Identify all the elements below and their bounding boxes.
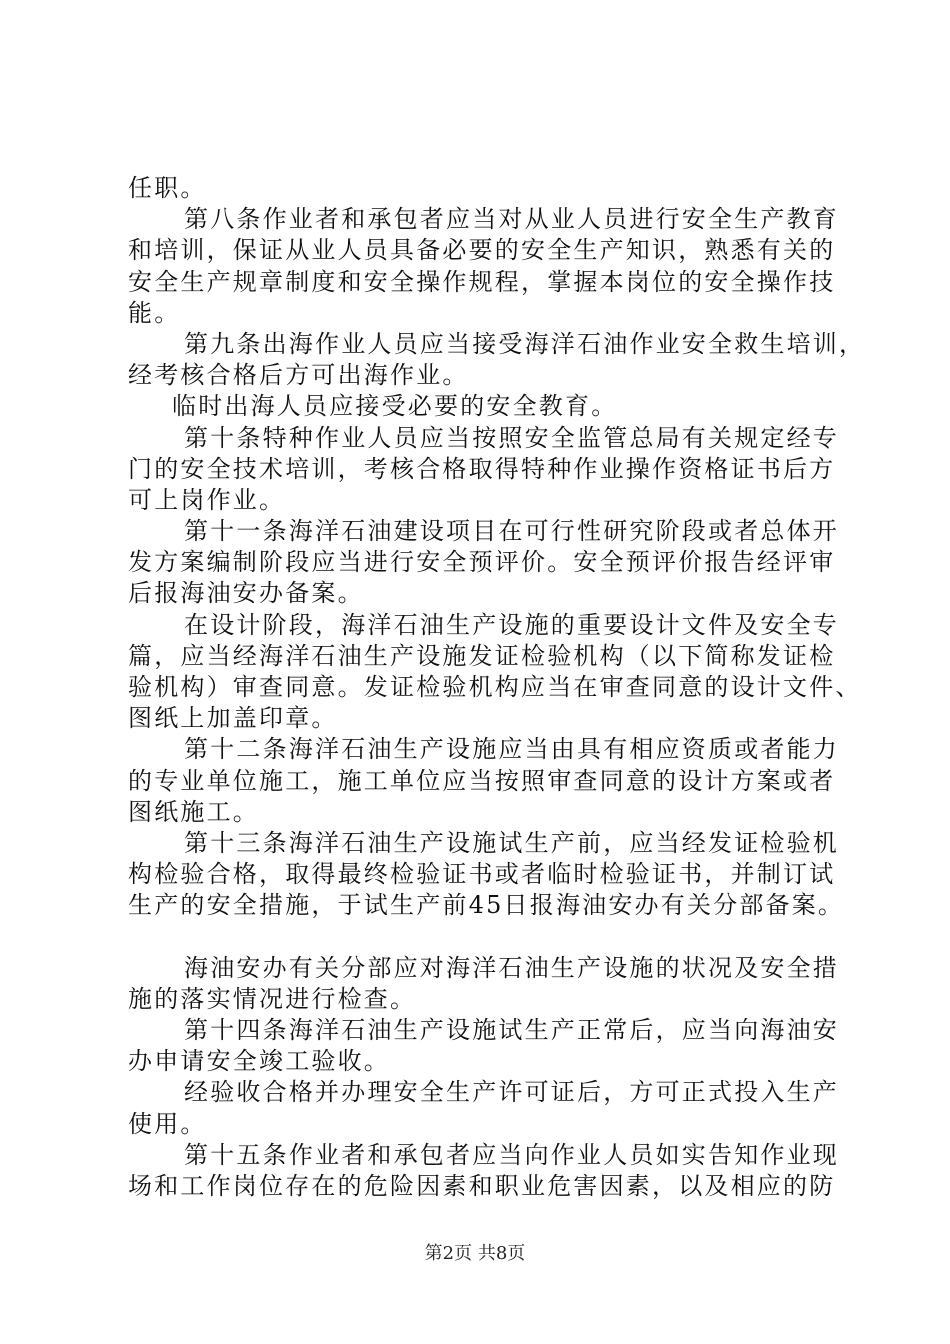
text-line: 门的安全技术培训，考核合格取得特种作业操作资格证书后方 (128, 454, 836, 483)
paragraph (128, 329, 866, 391)
text-line: 后报海油安办备案。 (128, 579, 364, 608)
text-line: 第十四条海洋石油生产设施试生产正常后，应当向海油安 (184, 1016, 839, 1045)
paragraph (128, 516, 839, 610)
text-line: 第十三条海洋石油生产设施试生产前，应当经发证检验机 (184, 828, 839, 857)
text-line: 办申请安全竣工验收。 (128, 1047, 390, 1076)
text-line: 发方案编制阶段应当进行安全预评价。安全预评价报告经评审 (128, 548, 836, 577)
text-line: 在设计阶段，海洋石油生产设施的重要设计文件及安全专 (184, 610, 839, 639)
paragraph (128, 391, 828, 422)
text-line: 第八条作业者和承包者应当对从业人员进行安全生产教育 (184, 205, 839, 234)
text-line: 任职。 (128, 174, 207, 202)
text-line: 海油安办有关分部应对海洋石油生产设施的状况及安全措 (184, 953, 839, 982)
paragraph (128, 610, 862, 735)
text-line: 能。 (128, 298, 181, 327)
text-line: 和培训，保证从业人员具备必要的安全生产知识，熟悉有关的 (128, 236, 836, 265)
text-line: 第九条出海作业人员应当接受海洋石油作业安全救生培训， (184, 329, 866, 358)
text-line: 经考核合格后方可出海作业。 (128, 361, 469, 390)
page-number-footer: 第2页 共8页 (424, 1243, 526, 1264)
paragraph (128, 1140, 839, 1202)
text-line: 验机构）审查同意。发证检验机构应当在审查同意的设计文件、 (128, 673, 862, 701)
paragraph (128, 204, 839, 329)
text-line: 经验收合格并办理安全生产许可证后，方可正式投入生产 (184, 1078, 839, 1107)
text-line: 生产的安全措施，于试生产前45日报海油安办有关分部备案。 (128, 891, 845, 920)
text-line: 场和工作岗位存在的危险因素和职业危害因素，以及相应的防 (128, 1172, 836, 1200)
paragraph (128, 423, 839, 517)
document-body (128, 173, 866, 1202)
paragraph (128, 734, 839, 828)
paragraph (128, 1077, 839, 1139)
text-line: 施的落实情况进行检查。 (128, 984, 417, 1013)
paragraph (128, 953, 839, 1015)
text-line: 可上岗作业。 (128, 485, 286, 514)
text-line: 的专业单位施工，施工单位应当按照审查同意的设计方案或者 (128, 766, 836, 795)
paragraph (128, 1015, 839, 1077)
text-line: 安全生产规章制度和安全操作规程，掌握本岗位的安全操作技 (128, 267, 836, 296)
text-line: 临时出海人员应接受必要的安全教育。 (172, 392, 618, 421)
text-line: 第十二条海洋石油生产设施应当由具有相应资质或者能力 (184, 735, 839, 764)
text-line: 第十条特种作业人员应当按照安全监管总局有关规定经专 (184, 423, 839, 452)
paragraph (128, 173, 828, 204)
text-line: 第十一条海洋石油建设项目在可行性研究阶段或者总体开 (184, 517, 839, 546)
text-line: 构检验合格，取得最终检验证书或者临时检验证书，并制订试 (128, 860, 836, 889)
text-line: 图纸上加盖印章。 (128, 704, 338, 733)
text-line: 图纸施工。 (128, 797, 259, 826)
blank-line (128, 922, 828, 953)
paragraph (128, 828, 845, 922)
text-line: 第十五条作业者和承包者应当向作业人员如实告知作业现 (184, 1140, 839, 1169)
text-line: 使用。 (128, 1109, 207, 1138)
text-line: 篇，应当经海洋石油生产设施发证检验机构（以下简称发证检 (128, 641, 836, 670)
